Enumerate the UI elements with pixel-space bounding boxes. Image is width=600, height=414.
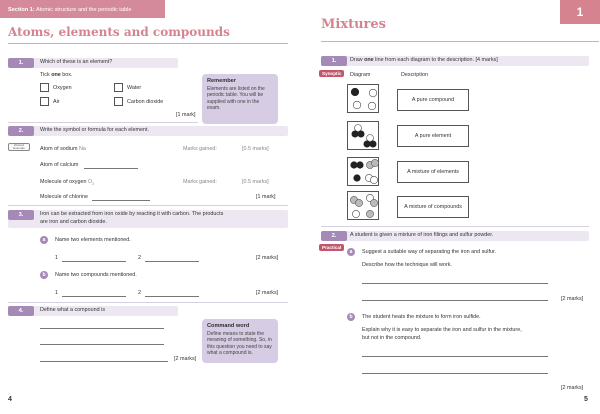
r-q2a-line2: Describe how the technique will work. xyxy=(362,262,452,268)
q4-number: 4. xyxy=(8,306,34,316)
desc-box-mixture-of-compounds[interactable]: A mixture of compounds xyxy=(397,196,469,218)
q2-row-chlorine-answer-line[interactable] xyxy=(92,200,150,201)
q3b-text: Name two compounds mentioned. xyxy=(55,272,137,278)
q2-row-sodium-marks-gained: Marks gained: xyxy=(183,146,217,152)
option-checkbox-air[interactable] xyxy=(40,97,49,106)
q2-row-oxygen-marks-gained: Marks gained: xyxy=(183,179,217,185)
q3a-one: 1 xyxy=(55,255,58,261)
option-label-water: Water xyxy=(127,85,142,91)
r-q2b-line1: The student heats the mixture to form iron sulfide. xyxy=(362,314,481,320)
desc-box-mixture-of-elements[interactable]: A mixture of elements xyxy=(397,161,469,183)
remember-callout-title: Remember xyxy=(207,78,236,84)
q2-row-sodium-marks: [0.5 marks] xyxy=(242,146,269,152)
divider xyxy=(8,205,288,206)
command-word-callout-title: Command word xyxy=(207,323,250,329)
q2-question: Write the symbol or formula for each element. xyxy=(40,127,149,133)
q3b-answer-line-2[interactable] xyxy=(145,296,199,297)
q3a-text: Name two elements mentioned. xyxy=(55,237,131,243)
option-checkbox-carbon-dioxide[interactable] xyxy=(114,97,123,106)
q2-row-oxygen-label: Molecule of oxygen $O_2$ xyxy=(40,179,95,187)
q4-answer-line-2[interactable] xyxy=(40,344,164,345)
r-q2a-answer-line-2[interactable] xyxy=(362,300,548,301)
right-page xyxy=(300,0,600,414)
q1-number: 1. xyxy=(8,58,34,68)
title-rule-right xyxy=(321,41,599,42)
q3b-two: 2 xyxy=(138,290,141,296)
r-q2a-line1: Suggest a suitable way of separating the iron and sulfur. xyxy=(362,249,496,255)
q2-marks: [1 mark] xyxy=(256,194,276,200)
r-q1-number: 1. xyxy=(321,56,347,66)
q3-question-line1: Iron can be extracted from iron oxide by reacting it with carbon. The products xyxy=(40,211,224,217)
divider xyxy=(8,302,288,303)
diagram-4 xyxy=(347,191,379,220)
q3a-marks: [2 marks] xyxy=(256,255,279,261)
q3b-answer-line-1[interactable] xyxy=(62,296,126,297)
q2-row-chlorine-label: Molecule of chlorine xyxy=(40,194,88,200)
diagram-2 xyxy=(347,121,379,150)
section-banner xyxy=(0,0,165,18)
r-q2b-marks: [2 marks] xyxy=(561,385,584,391)
q4-question: Define what a compound is xyxy=(40,307,106,313)
diagram-3-particles-icon xyxy=(348,158,380,187)
q2-row-oxygen-marks: [0.5 marks] xyxy=(242,179,269,185)
col-header-description: Description xyxy=(401,72,428,78)
q3a-two: 2 xyxy=(138,255,141,261)
section-title: Atomic structure and the periodic table xyxy=(35,7,132,13)
r-q2b-answer-line-1[interactable] xyxy=(362,356,548,357)
divider xyxy=(321,226,589,227)
diagram-1-particles-icon xyxy=(348,85,380,114)
remember-callout xyxy=(202,74,278,124)
option-label-oxygen: Oxygen xyxy=(53,85,72,91)
section-label: Section 1: xyxy=(8,7,35,13)
page-number-right: 5 xyxy=(584,396,588,403)
divider xyxy=(8,122,198,123)
q3-question-line2: are iron and carbon dioxide. xyxy=(40,219,107,225)
q1-question: Which of these is an element? xyxy=(40,59,113,65)
remember-callout-body: Elements are listed on the periodic table. You will be supplied with one in the exam. xyxy=(207,86,265,112)
q2-row-calcium-label: Atom of calcium xyxy=(40,162,79,168)
synoptic-tag: Synoptic xyxy=(319,70,344,77)
r-q1-question: Draw one line from each diagram to the description. [4 marks] xyxy=(350,57,498,63)
q4-answer-line-3[interactable] xyxy=(40,361,168,362)
r-q2a-letter: a xyxy=(347,248,355,256)
practical-tag: Practical xyxy=(319,244,344,251)
q3a-letter: a xyxy=(40,236,48,244)
col-header-diagram: Diagram xyxy=(350,72,371,78)
q4-marks: [2 marks] xyxy=(174,356,197,362)
q4-answer-line-1[interactable] xyxy=(40,328,164,329)
worked-example-icon: Worked Example xyxy=(8,143,30,151)
page-number-left: 4 xyxy=(8,396,12,403)
diagram-4-particles-icon xyxy=(348,192,380,221)
q2-row-sodium-label: Atom of sodium Na xyxy=(40,146,86,152)
r-q2a-answer-line-1[interactable] xyxy=(362,283,548,284)
option-checkbox-water[interactable] xyxy=(114,83,123,92)
q3a-answer-line-1[interactable] xyxy=(62,261,126,262)
r-q2-question: A student is given a mixture of iron filings and sulfur powder. xyxy=(350,232,494,238)
r-q2b-letter: b xyxy=(347,313,355,321)
diagram-3 xyxy=(347,157,379,186)
q2-row-calcium-answer-line[interactable] xyxy=(84,168,138,169)
diagram-1 xyxy=(347,84,379,113)
q3b-marks: [2 marks] xyxy=(256,290,279,296)
q1-instruction: Tick one box. xyxy=(40,72,73,78)
option-checkbox-oxygen[interactable] xyxy=(40,83,49,92)
option-label-carbon-dioxide: Carbon dioxide xyxy=(127,99,164,105)
q3b-letter: b xyxy=(40,271,48,279)
r-q2b-line2: Explain why it is easy to separate the iron and sulfur in the mixture, xyxy=(362,327,522,333)
page-title: Atoms, elements and compounds xyxy=(8,25,230,39)
q3b-one: 1 xyxy=(55,290,58,296)
q3a-answer-line-2[interactable] xyxy=(145,261,199,262)
q1-marks: [1 mark] xyxy=(176,112,196,118)
q3-number: 3. xyxy=(8,210,34,220)
command-word-callout-body: Define means to state the meaning of something. So, in this question you need to say what a compound is. xyxy=(207,331,272,357)
option-label-air: Air xyxy=(53,99,60,105)
diagram-2-particles-icon xyxy=(348,122,380,151)
desc-box-pure-element[interactable]: A pure element xyxy=(397,125,469,147)
title-rule xyxy=(8,43,288,44)
chapter-tab: 1 xyxy=(560,0,600,24)
r-q2a-marks: [2 marks] xyxy=(561,296,584,302)
r-q2-number: 2. xyxy=(321,231,347,241)
command-word-callout xyxy=(202,319,278,363)
page-title-mixtures: Mixtures xyxy=(321,17,386,32)
q2-number: 2. xyxy=(8,126,34,136)
r-q2b-answer-line-2[interactable] xyxy=(362,373,548,374)
r-q2b-line3: but not in the compound. xyxy=(362,335,422,341)
desc-box-pure-compound[interactable]: A pure compound xyxy=(397,89,469,111)
